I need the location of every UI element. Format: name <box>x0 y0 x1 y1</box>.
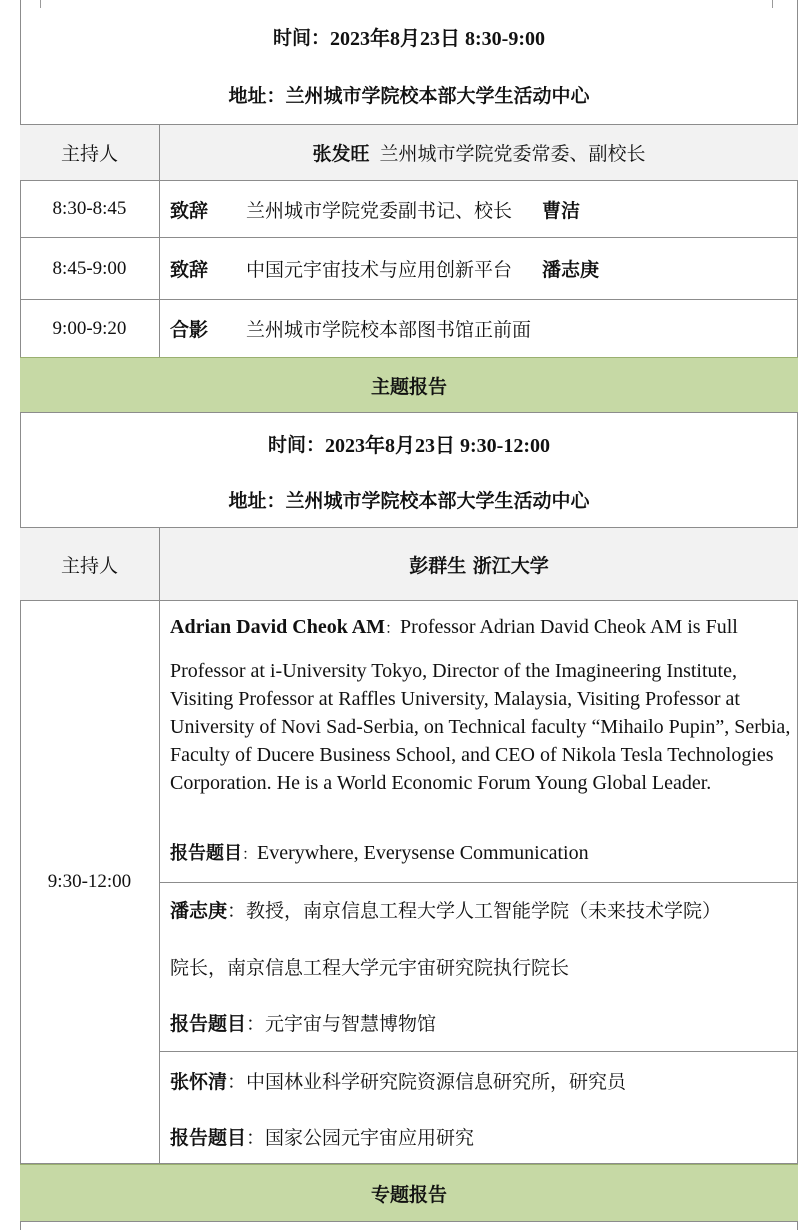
speaker1-bio: Professor at i-University Tokyo, Director of the Imagineering Institute, Visiting Professor at Raffles University, Malaysia, Visiting Professor at University of Novi Sad-Serbia, on Technical faculty “Mihailo Pupin”, Serbia, Faculty of Ducere Business School, and CEO of Nikola Tesla Technologies Corporation. He is a World Economic Forum Young Global Leader. <box>170 660 791 794</box>
session1-host-row <box>20 125 798 181</box>
agenda-content: 合影 兰州城市学院校本部图书馆正前面 <box>170 319 532 341</box>
speaker2-topic: 报告题目：元宇宙与智慧博物馆 <box>170 1013 437 1035</box>
agenda-row <box>20 238 798 300</box>
session2-time: 时间： 2023年8月23日 9:30-12:00 <box>268 433 550 457</box>
session2-host-row <box>20 528 798 601</box>
agenda-time: 8:45-9:00 <box>20 238 160 299</box>
agenda-row <box>20 300 798 357</box>
host-label: 主持人 <box>20 528 160 600</box>
divider <box>160 882 798 883</box>
slot-time: 9:30-12:00 <box>20 601 160 1163</box>
speaker3-heading: 张怀清：中国林业科学研究院资源信息研究所，研究员 <box>170 1071 627 1093</box>
session2-address: 地址： 兰州城市学院校本部大学生活动中心 <box>228 489 590 512</box>
session1-host: 张发旺 兰州城市学院党委常委、副校长 <box>312 143 646 165</box>
agenda-time: 8:30-8:45 <box>20 181 160 237</box>
speaker3-topic: 报告题目：国家公园元宇宙应用研究 <box>170 1127 475 1149</box>
session1-time: 时间： 2023年8月23日 8:30-9:00 <box>273 26 545 50</box>
session1-address: 地址： 兰州城市学院校本部大学生活动中心 <box>228 84 590 107</box>
speaker1-topic: 报告题目：Everywhere, Everysense Communication <box>170 842 589 864</box>
agenda-content: 致辞 兰州城市学院党委副书记、校长 曹洁 <box>170 199 581 222</box>
session2-host: 彭群生 浙江大学 <box>409 554 549 577</box>
session1-info <box>20 0 798 125</box>
speaker2-intro: 院长，南京信息工程大学元宇宙研究院执行院长 <box>170 957 570 979</box>
section-header-keynote: 主题报告 <box>20 357 798 413</box>
agenda-row <box>20 181 798 238</box>
agenda-content: 致辞 中国元宇宙技术与应用创新平台 潘志庚 <box>170 259 600 281</box>
speaker2-heading: 潘志庚：教授，南京信息工程大学人工智能学院（未来技术学院） <box>170 900 722 922</box>
agenda-time: 9:00-9:20 <box>20 300 160 357</box>
host-label: 主持人 <box>20 125 160 180</box>
divider <box>160 1051 798 1052</box>
keynote-speakers-block <box>20 601 798 1164</box>
section-header-special: 专题报告 <box>20 1164 798 1222</box>
speaker1-heading: Adrian David Cheok AM：Professor Adrian David Cheok AM is Full <box>170 616 738 638</box>
session2-info <box>20 413 798 528</box>
